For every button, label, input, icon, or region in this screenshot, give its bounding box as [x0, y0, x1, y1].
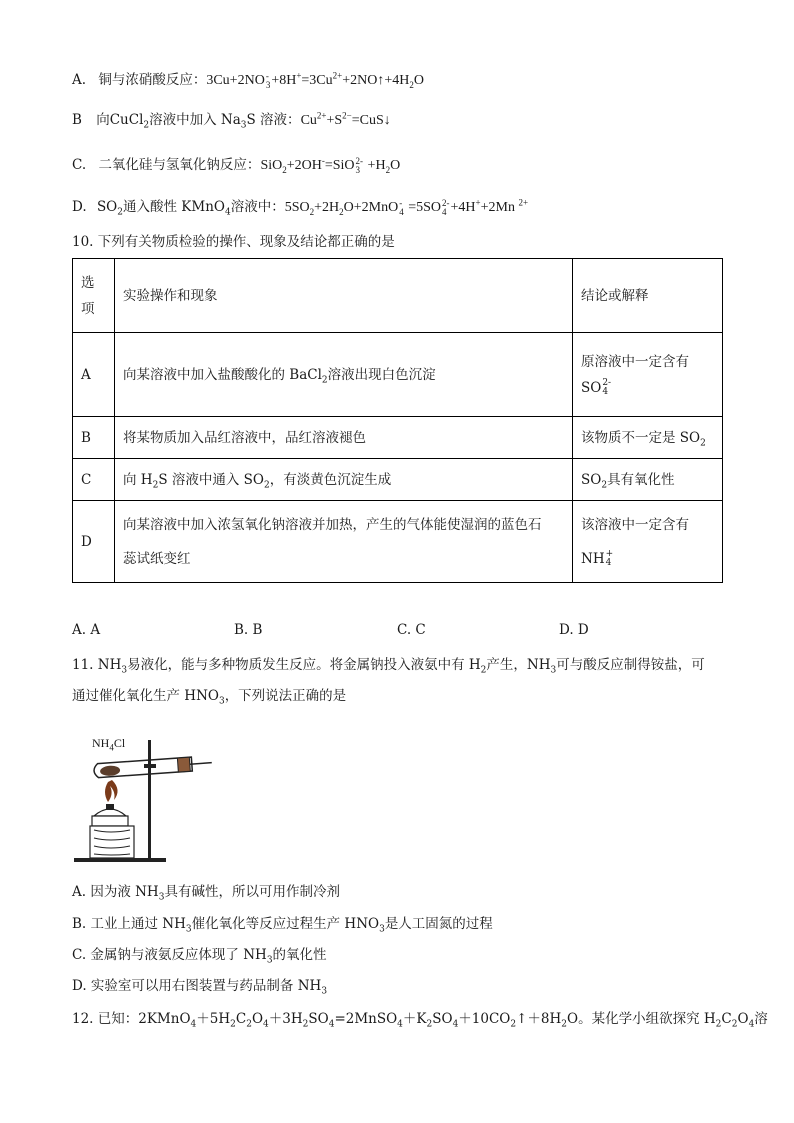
option-letter: D. [72, 199, 87, 215]
lab-apparatus-figure [70, 730, 220, 870]
table-row [73, 501, 723, 583]
equation: 3Cu+2NO - 3 $+8H^+=3Cu^{2+}+2NO↑+4H_2O$ [206, 70, 424, 90]
answer-choice[interactable]: D. D [559, 622, 589, 638]
q9-option-d [72, 197, 528, 218]
option-text: 向CuCl$_2$溶液中加入 $Na_3S$ 溶液： [96, 112, 301, 131]
row-option: D [73, 501, 115, 583]
row-conclusion: $SO_2$具有氧化性 [573, 459, 723, 501]
answer-choice[interactable]: B. B [234, 622, 263, 638]
row-option: C [73, 459, 115, 501]
header-conclusion: 结论或解释 [573, 259, 723, 333]
row-option: B [73, 417, 115, 459]
q10-stem: 10. 下列有关物质检验的操作、现象及结论都正确的是 [72, 234, 395, 250]
option-letter: C. [72, 157, 87, 173]
row-operation: 向某溶液中加入盐酸酸化的 BaCl$_2$溶液出现白色沉淀 [115, 333, 573, 417]
row-operation: 向某溶液中加入浓氢氧化钠溶液并加热，产生的气体能使湿润的蓝色石 蕊试纸变红 [115, 501, 573, 583]
row-conclusion: 该溶液中一定含有 NH + 4 [573, 501, 723, 583]
answer-choice[interactable]: A. A [72, 622, 101, 638]
q11-stem-line1: 11. $NH_3$易液化，能与多种物质发生反应。将金属钠投入液氨中有 $H_2$产生，$NH_3$可与酸反应制得铵盐，可 [72, 657, 705, 676]
q11-option-c: C. 金属钠与液氨反应体现了 $NH_3$的氧化性 [72, 947, 327, 966]
equation: $5SO_2+2H_2O+2MnO$ - 4 =5SO 2- 4 +4H++2Mn $^{2+}$ [284, 197, 529, 217]
q11-stem-line2: 通过催化氧化生产 $HNO_3$，下列说法正确的是 [72, 688, 347, 707]
answer-choice[interactable]: C. C [397, 622, 426, 638]
header-operation: 实验操作和现象 [115, 259, 573, 333]
figure-label: $NH_4Cl$ [92, 736, 126, 753]
table-header-row [73, 259, 723, 333]
row-operation: 向 $H_2S$ 溶液中通入 $SO_2$，有淡黄色沉淀生成 [115, 459, 573, 501]
header-option: 选 项 [73, 259, 115, 333]
row-operation: 将某物质加入品红溶液中，品红溶液褪色 [115, 417, 573, 459]
row-conclusion: 原溶液中一定含有 SO 2- 4 [573, 333, 723, 417]
q11-option-d: D. 实验室可以用右图装置与药品制备 $NH_3$ [72, 978, 328, 997]
q9-option-b [72, 110, 391, 131]
row-option: A [73, 333, 115, 417]
q9-option-a [72, 70, 424, 91]
option-text: 二氧化硅与氢氧化钠反应： [98, 157, 261, 173]
q12-stem: 12. 已知：$2KMnO_4+5H_2C_2O_4+3H_2SO_4=2MnSO_4+K_2SO_4+10CO_2↑+8H_2O$。某化学小组欲探究 $H_2C_2O_4$溶 [72, 1011, 768, 1030]
equation: $Cu^{2+}+S^{2-}=CuS↓$ [300, 110, 391, 128]
q11-option-a: A. 因为液 $NH_3$具有碱性，所以可用作制冷剂 [72, 884, 340, 903]
apparatus-drawing [70, 730, 220, 870]
option-letter: B [72, 112, 82, 128]
row-conclusion: 该物质不一定是 $SO_2$ [573, 417, 723, 459]
q10-table [72, 258, 723, 583]
table-row [73, 333, 723, 417]
option-letter: A. [72, 72, 87, 88]
q11-option-b: B. 工业上通过 $NH_3$催化氧化等反应过程生产 $HNO_3$是人工固氮的过程 [72, 916, 493, 935]
option-text: 铜与浓硝酸反应： [98, 72, 207, 88]
table-row [73, 417, 723, 459]
option-text: $SO_2$通入酸性 KMnO$_4$溶液中： [96, 199, 285, 218]
table-row [73, 459, 723, 501]
q10-answers [72, 622, 722, 642]
equation: SiO$_2$+2OH-=SiO 2- 3 $+H_2O$ [260, 155, 401, 175]
q9-option-c [72, 155, 400, 176]
